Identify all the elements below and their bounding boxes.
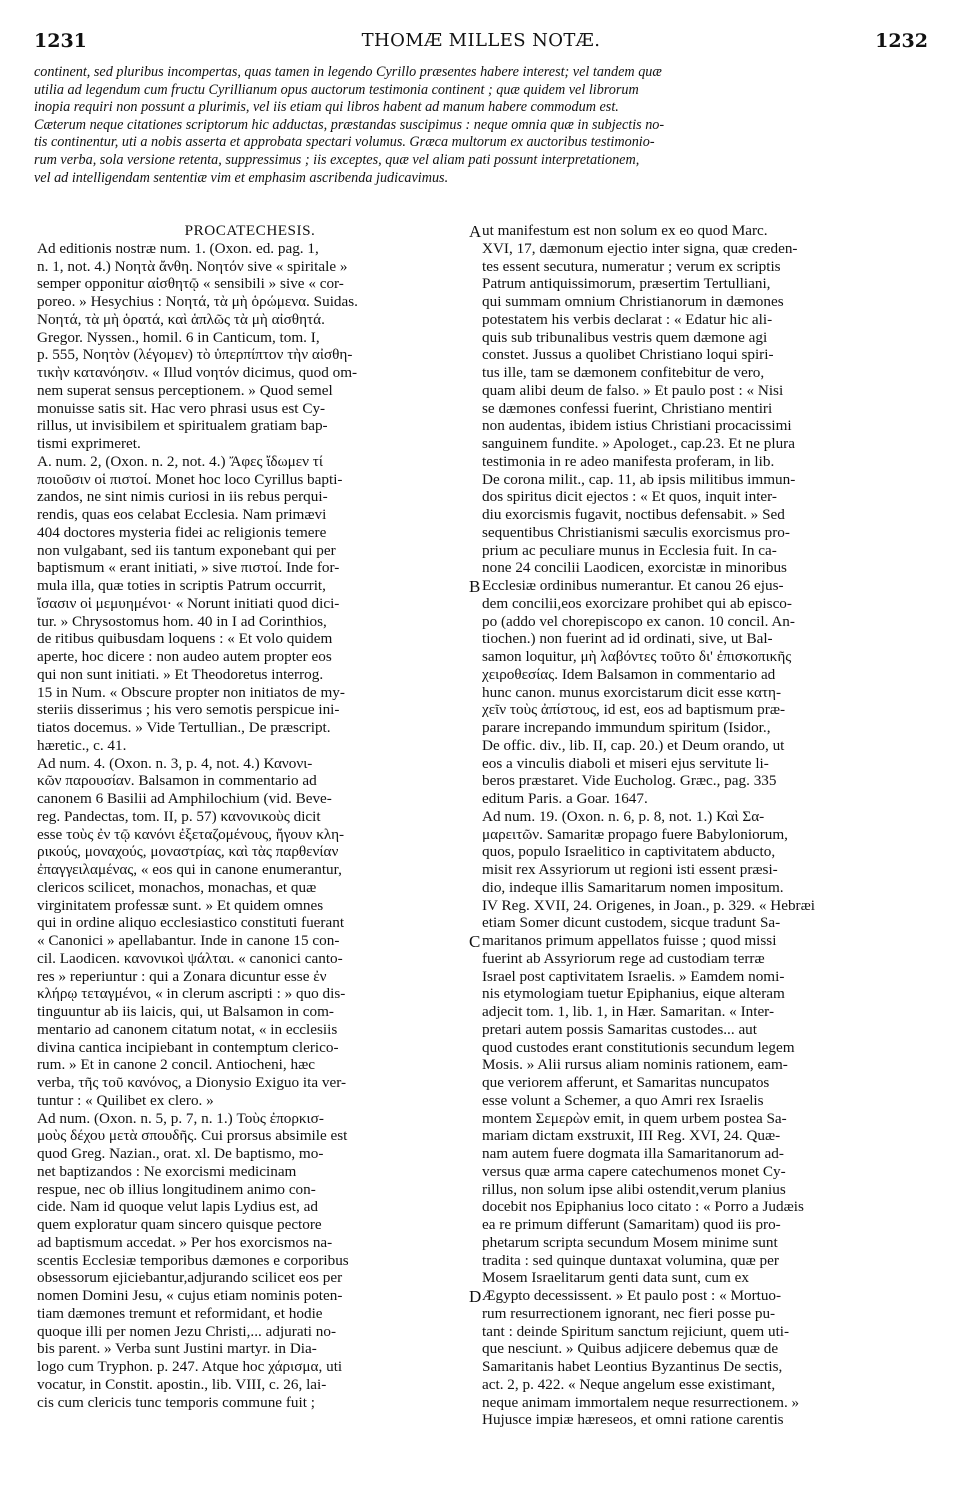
left-column-line: aperte, hoc dicere : non audeo autem propter eos [37,648,332,665]
left-column-line: divina cantica incipiebant in contemptum clerico- [37,1038,339,1056]
right-column-line: quam alibi deum de falso. » Et paulo post : « Nisi [482,381,784,399]
right-column-line: parare increpando immundum spiritum (Isidor., [482,719,771,736]
left-column-line: cil. Laodicen. κανονικοὶ ψάλται. « canonici canto- [37,949,343,967]
right-column-line: none 24 concilii Laodicen, exorcistæ in minoribus [482,559,787,577]
left-column-line: nem superat sensus perceptionem. » Quod semel [37,381,333,399]
left-column-line: qui in ordine aliquo ecclesiastico constituti fuerant [37,914,345,932]
right-column-line: χειροθεσίας. Idem Balsamon in commentario ad [482,665,776,683]
right-column-line: que nesciunt. » Quibus adjicere debemus quæ de [482,1340,779,1358]
right-column-line: esse volunt a Schemer, a quo Amri rex Israelis [482,1091,764,1109]
right-column-line: tes essent secutura, numeratur ; verum ex scriptis [482,257,781,275]
left-column-line: canonem 6 Basilii ad Amphilochium (vid. Beve- [37,790,332,807]
left-column-line: A. num. 2, (Oxon. n. 2, not. 4.) Ἄφες ἴδωμεν τί [37,452,323,470]
left-column-line: qui non sunt initiati. » Et Theodoretus interrog. [37,665,324,683]
left-column-line: nomen Domini Jesu, « cujus etiam nominis poten- [37,1287,343,1304]
left-column-line: vocatur, in Constit. apostin., lib. VIII, c. 26, lai- [37,1375,327,1393]
left-column-line: rillus, ut invisibilem et spiritualem gratiam bap- [37,417,328,435]
right-column-line: rillus, non solum ipse alibi ostendit,verum planius [482,1180,786,1198]
intro-line: utilia ad legendum cum fructu Cyrillianum opus auctorum testimonia continent ; quæ quidem vel librorum [34,81,639,98]
right-column-line: eos a vinculis diaboli et miseri ejus servitute li- [482,754,769,772]
right-column-line: hunc canon. munus exorcistarum dicit esse κατη- [482,683,782,701]
left-column-line: cide. Nam id quoque velut lapis Lydius est, ad [37,1198,318,1216]
right-column-line: Mosis. » Alii rursus aliam nominis rationem, eam- [482,1056,788,1074]
left-column-line: mentario ad canonem citatum notat, « in ecclesiis [37,1020,338,1038]
left-column-line: res » reperiuntur : qui a Zonara dicuntur esse ἐν [37,967,327,985]
left-column-line: poreo. » Hesychius : Νοητά, τὰ μὴ ὁρώμενα. Suidas. [37,293,358,310]
left-column-line: verba, τῆς τοῦ κανόνος, a Dionysio Exiguo ita ver- [37,1074,347,1091]
intro-line: rum verba, sola versione retenta, suppressimus ; iis exceptes, quæ vel aliam pati possunt interpretationem, [34,151,640,168]
left-column-line: zandos, ne sint nimis curiosi in iis rebus perqui- [37,488,328,506]
left-column-line: cis cum clericis tunc temporis commune fuit ; [37,1393,315,1411]
left-column-line: PROCATECHESIS. [184,222,316,239]
right-column-line: mariam dictam exstruxit, III Reg. XVI, 24. Quæ- [482,1127,781,1145]
right-column-line: Ecclesiæ ordinibus numerantur. Et canou 26 ejus- [482,577,784,594]
left-column-line: « Canonici » apellabantur. Inde in canone 15 con- [37,932,340,949]
right-column-line: Mosem Israelitarum genti data sunt, cum ex [482,1269,749,1287]
left-column-line: ποιοῦσιν οἱ πιστοί. Monet hoc loco Cyrillus bapti- [37,470,343,488]
left-column-line: hæretic., c. 41. [37,736,127,754]
right-column-line: ut manifestum est non solum ex eo quod Marc. [482,222,768,239]
right-column-line: nam autem fuere dogmata illa Samaritanorum ad- [482,1145,784,1162]
left-column-line: Ad num. 4. (Oxon. n. 3, p. 4, not. 4.) Κανονι- [37,754,313,772]
right-column-line: Samaritanis habet Leontius Byzantinus De sectis, [482,1358,783,1375]
left-column [37,222,463,1411]
left-column-line: Ad num. (Oxon. n. 5, p. 7, n. 1.) Τοὺς ἐπορκισ- [37,1109,324,1127]
right-column-line: pretari autem possis Samaritas custodes... aut [482,1020,757,1038]
right-column-line: prium ac peculiare munus in Ecclesia fuit. In ca- [482,541,777,559]
right-column-line: Israel post captivitatem Israelis. » Eamdem nomi- [482,967,785,985]
right-column-line: fuerint ab Assyriorum rege ad custodiam terræ [482,949,765,967]
right-column-line: sequentibus Christianismi sæculis exorcismus pro- [482,523,790,541]
right-column-line: testimonia in re adeo manifesta proferam, in lib. [482,452,775,470]
right-column-number: 1232 [875,30,928,52]
left-column-line: ἴσασιν οἱ μεμυημένοι· « Norunt initiati quod dici- [37,594,340,612]
left-column-line: 404 doctores mysteria fidei ac religionis temere [37,523,327,541]
left-column-line: bis parent. » Verba sunt Justini martyr. in Dia- [37,1340,317,1358]
left-column-line: obsessorum ejiciebantur,adjurando scilicet eos per [37,1269,343,1287]
right-column-line: Ad num. 19. (Oxon. n. 6, p. 8, not. 1.) Καὶ Σα- [482,807,765,825]
left-column-line: clericos scilicet, monachos, monachas, et quæ [37,878,317,896]
right-column-line: que veriorem afferunt, et Samaritas nuncupatos [482,1074,770,1091]
left-column-line: non vulgabant, sed iis tantum exponebant qui per [37,541,336,559]
left-column-line: κλήρῳ τεταγμένοι, « in clerum ascripti : » quo dis- [37,985,346,1003]
right-column-line: versus quæ arma capere catechumenos monet Cy- [482,1162,786,1180]
right-column-line: XVI, 17, dæmonum ejectio inter signa, quæ creden- [482,239,798,257]
right-column-line: se dæmones confessi fuerint, Christiano mentiri [482,399,773,417]
right-column-line: De corona milit., cap. 11, ab ipsis militibus immun- [482,470,796,488]
left-column-line: μοὺς δέχου μετὰ σπουδῆς. Cui prorsus absimile est [37,1127,348,1145]
margin-letter-c: C [469,932,481,951]
left-column-line: baptismum « erant initiati, » sive πιστοί. Inde for- [37,559,340,577]
right-column-line: docebit nos Epiphanius loco citato : « Porro a Judæis [482,1198,804,1216]
left-column-line: tuntur : « Quilibet ex clero. » [37,1091,214,1109]
left-column-line: Ad editionis nostræ num. 1. (Oxon. ed. pag. 1, [37,239,319,257]
right-column-line: qui summam omnium Christianorum in dæmones [482,293,784,310]
right-column-line: tiochen.) non fuerint ad id ordinati, sive, ut Bal- [482,630,773,648]
left-column-line: de ritibus quibusdam loquens : « Et volo quidem [37,630,333,648]
right-column-line: μαρειτῶν. Samaritæ propago fuere Babyloniorum, [482,825,788,843]
right-column-line: tus ille, tam se dæmonem confitebitur de vero, [482,364,765,381]
right-column [482,222,926,1429]
margin-letter-b: B [469,577,481,596]
right-column-line: montem Σεμερὼν emit, in quem urbem postea Sa- [482,1109,787,1127]
running-title: THOMÆ MILLES NOTÆ. [361,30,601,51]
right-column-line: phetarum scripta secundum Mosem minime sunt [482,1233,778,1251]
left-column-line: κῶν παρουσίαν. Balsamon in commentario ad [37,772,317,790]
margin-letter-a: A [469,222,482,241]
right-column-line: rum resurrectionem ignorant, nec fieri posse pu- [482,1304,776,1322]
left-column-line: quem exploratur quam sincero quisque pectore [37,1216,322,1233]
intro-paragraph [34,64,928,187]
left-column-line: logo cum Tryphon. p. 247. Atque hoc χάρισμα, uti [37,1358,343,1375]
left-column-line: quod Greg. Nazian., orat. xl. De baptismo, mo- [37,1145,324,1162]
right-column-line: nis etymologiam tuetur Epiphanius, eique alteram [482,985,785,1003]
right-column-line: etiam Somer dicunt custodem, sicque tradunt Sa- [482,914,781,932]
left-column-line: tiatos docemus. » Vide Tertullian., De præscript. [37,719,331,736]
left-column-number: 1231 [34,30,87,52]
right-column-line: beros præstaret. Vide Eucholog. Græc., pag. 335 [482,772,777,790]
left-column-line: monuisse satis sit. Hac vero phrasi usus est Cy- [37,399,326,417]
left-column-line: esse τοὺς ἐν τῷ κανόνι ἐξεταζομένους, ἤγουν κλη- [37,825,345,843]
right-column-line: samon loquitur, μὴ λαβόντες τοῦτο δι' ἐπισκοπικῆς [482,648,792,665]
right-column-line: adjecit tom. 1, lib. 1, in Hær. Samaritan. « Inter- [482,1003,774,1020]
left-column-line: τικὴν κατανόησιν. « Illud νοητόν dicimus, quod om- [37,364,358,381]
intro-line: inopia requiri non possunt a plurimis, vel iis etiam qui libros habent ad manum habere commodum est. [34,99,619,116]
right-column-line: editum Paris. a Goar. 1647. [482,790,648,807]
left-column-line: n. 1, not. 4.) Νοητὰ ἄνθη. Νοητόν sive « spiritale » [37,257,348,275]
right-column-line: non audentas, ibidem istius Christiani procacissimi [482,417,792,435]
left-column-line: reg. Pandectas, tom. II, p. 57) κανονικοὺς dicit [37,807,321,825]
right-column-line: neque animam immortalem neque resurrectionem. » [482,1393,800,1411]
intro-line: tis continentur, uti a nobis asserta et approbata spectari volumus. Græca multorum ex auctoribus testimonio- [34,134,655,151]
intro-line: continent, sed pluribus incompertas, quas tamen in legendo Cyrillo præsentes habere interest; vel tandem quæ [34,64,662,80]
left-column-line: tiam dæmones tremunt et reformidant, et hodie [37,1304,323,1322]
right-column-line: Patrum antiquissimorum, præsertim Tertulliani, [482,275,771,293]
right-column-line: IV Reg. XVII, 24. Origenes, in Joan., p. 329. « Hebræi [482,896,815,914]
right-column-line: dem concilii,eos exorcizare prohibet qui ab episco- [482,594,792,612]
left-column-line: ἐπαγγειλαμένας, « eos qui in canone enumerantur, [37,861,342,878]
right-column-line: potestatem his verbis declarat : « Edatur hic ali- [482,310,773,328]
left-column-line: tismi exprimeret. [37,435,141,452]
right-column-line: De offic. div., lib. II, cap. 20.) et Deum orando, ut [482,736,785,754]
right-column-line: quos, populo Israelitico in captivitatem abducto, [482,843,776,861]
left-column-line: rum. » Et in canone 2 concil. Antiocheni, hæc [37,1056,315,1074]
left-column-line: 15 in Num. « Obscure propter non initiatos de my- [37,683,345,701]
page-header [34,30,928,60]
right-column-line: act. 2, p. 422. « Neque angelum esse existimant, [482,1375,776,1393]
left-column-line: net baptizandos : Ne exorcismi medicinam [37,1162,297,1180]
margin-letter-d: D [469,1287,482,1306]
right-column-line: misit rex Assyriorum ut regioni isti essent præsi- [482,861,778,878]
left-column-line: ρικούς, μοναχούς, μοναστρίας, καὶ τὰς παρθενίαν [37,843,339,861]
right-column-line: quis sub tribunalibus vestris quem dæmone agi [482,328,768,346]
right-column-line: maritanos primum appellatos fuisse ; quod missi [482,932,777,949]
right-column-line: dos spiritus dicit ejectos : « Et quos, inquit inter- [482,488,777,506]
right-column-line: tant : deinde Spiritum sanctum rejiciunt, quem uti- [482,1322,790,1340]
right-column-line: ea re primum differunt (Samaritam) quod iis pro- [482,1216,781,1233]
right-column-line: constet. Jussus a quolibet Christiano loqui spiri- [482,346,774,364]
right-column-line: tradita : sed quinque duntaxat volumina, quæ per [482,1251,779,1269]
right-column-line: Ægypto decessissent. » Et paulo post : « Mortuo- [482,1287,782,1304]
left-column-line: tur. » Chrysostomus hom. 40 in I ad Corinthios, [37,612,327,630]
left-column-line: rendis, quas eos celabat Ecclesia. Nam primævi [37,506,327,523]
right-column-line: po (addo vel chorepiscopo ex canon. 10 concil. An- [482,612,795,630]
left-column-line: Gregor. Nyssen., homil. 6 in Canticum, tom. I, [37,328,320,346]
left-column-line: ad baptismum accedat. » Per hos exorcismos na- [37,1233,333,1251]
left-column-line: respue, nec ob illius longitudinem animo con- [37,1180,316,1198]
right-column-line: Hujusce impiæ hæreseos, et omni ratione carentis [482,1411,784,1429]
left-column-line: semper opponitur αἰσθητῷ « sensibili » sive « cor- [37,275,344,293]
left-column-line: quoque illi per nomen Jezu Christi,... adjurati no- [37,1322,337,1340]
right-column-line: quod custodes erant constitutionis secundum legem [482,1038,795,1056]
intro-line: vel ad intelligendam sententiæ vim et emphasim ascribenda judicavimus. [34,169,449,186]
right-column-line: diu exorcismis fugavit, noctibus defensabit. » Sed [482,506,785,523]
left-column-line: mula illa, quæ toties in scriptis Patrum occurrit, [37,577,326,594]
intro-line: Cæterum neque citationes scriptorum hic adductas, præstandas suscipimus : neque omnia quæ in subjectis no- [34,116,665,133]
left-column-line: tinguuntur ab iis laicis, qui, ut Balsamon in com- [37,1003,334,1020]
left-column-line: p. 555, Νοητὸν (λέγομεν) τὸ ὑπερπίπτον τὴν αἰσθη- [37,346,353,364]
right-column-line: χεῖν τοὺς ἀπίστους, id est, eos ad baptismum præ- [482,701,786,719]
left-column-line: scentis Ecclesiæ temporibus dæmones e corporibus [37,1251,349,1269]
right-column-line: dio, indeque illis Samaritarum nomen impositum. [482,878,784,896]
left-column-line: Νοητά, τὰ μὴ ὁρατά, καὶ ἁπλῶς τὰ μὴ αἰσθητά. [37,310,325,328]
left-column-line: virginitatem professæ sunt. » Et quidem omnes [37,896,324,914]
right-column-line: sanguinem fundite. » Apologet., cap.23. Et ne plura [482,435,795,452]
left-column-line: steriis disserimus ; his vero semotis perspicue ini- [37,701,340,719]
